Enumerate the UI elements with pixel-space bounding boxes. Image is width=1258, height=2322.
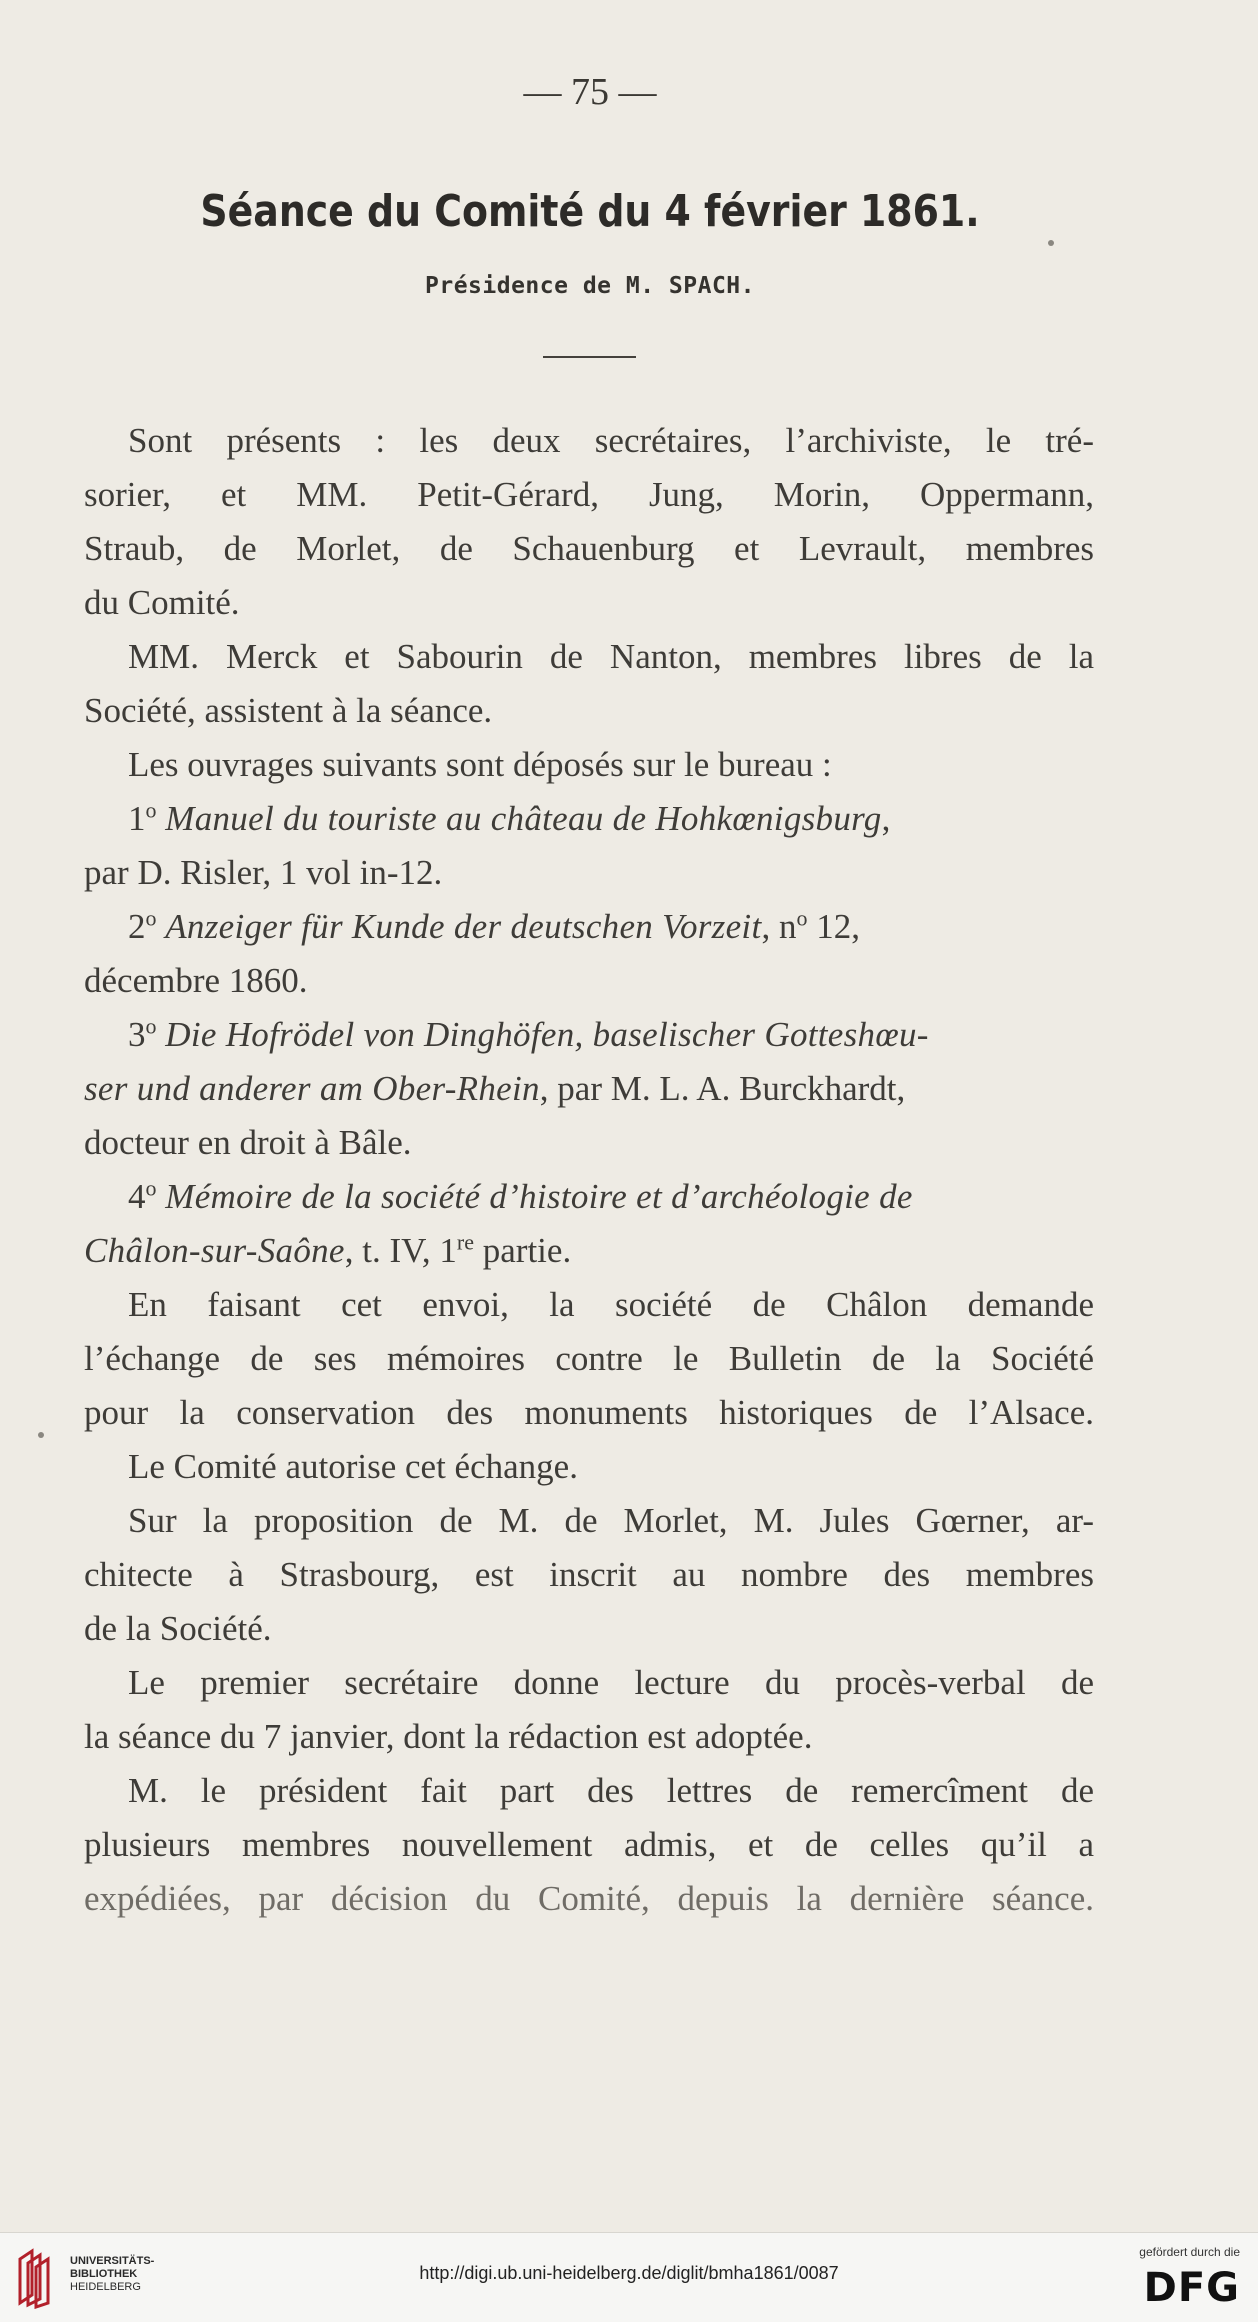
text-line: l’échange de ses mémoires contre le Bulletin de la Société (84, 1339, 1094, 1378)
text-line: Sur la proposition de M. de Morlet, M. Jules Gœrner, ar- (128, 1501, 1094, 1540)
funding-label: gefördert durch die (1139, 2245, 1240, 2259)
text-line: expédiées, par décision du Comité, depuis la dernière séance. (84, 1879, 1094, 1918)
number-suffix: o (796, 905, 808, 931)
text-line: M. le président fait part des lettres de remercîment de (128, 1771, 1094, 1810)
text-line: Sont présents : les deux secrétaires, l’archiviste, le tré- (128, 421, 1094, 460)
text-line: chitecte à Strasbourg, est inscrit au nombre des membres (84, 1555, 1094, 1594)
item-number-suffix: o (145, 1013, 157, 1039)
text-line (84, 1062, 1094, 1116)
text-line (84, 1008, 1094, 1062)
text-line: Le Comité autorise cet échange. (128, 1447, 578, 1486)
part-suffix: re (456, 1229, 475, 1255)
text-line: Les ouvrages suivants sont déposés sur le bureau : (128, 745, 832, 784)
text-line: Société, assistent à la séance. (84, 691, 493, 730)
part-text: partie. (474, 1231, 572, 1270)
text-line: par D. Risler, 1 vol in-12. (84, 853, 443, 892)
permalink-url[interactable]: http://digi.ub.uni-heidelberg.de/diglit/bmha1861/0087 (419, 2263, 839, 2283)
speck-mark (1048, 240, 1054, 246)
text-line: docteur en droit à Bâle. (84, 1123, 412, 1162)
library-name-line: UNIVERSITÄTS- (70, 2255, 155, 2267)
work-title: Anzeiger für Kunde der deutschen Vorzeit (165, 907, 762, 946)
text-line: Le premier secrétaire donne lecture du procès-verbal de (128, 1663, 1094, 1702)
viewer-footer (0, 2232, 1258, 2322)
text-line: En faisant cet envoi, la société de Châlon demande (128, 1285, 1094, 1324)
text-line: Straub, de Morlet, de Schauenburg et Levrault, membres (84, 529, 1094, 568)
library-name-line: BIBLIOTHEK (70, 2268, 138, 2280)
text-line: de la Société. (84, 1609, 272, 1648)
text-line: pour la conservation des monuments historiques de l’Alsace. (84, 1393, 1094, 1432)
text-line (84, 900, 1094, 954)
text-line (84, 1170, 1094, 1224)
item-number: 1 (128, 799, 146, 838)
text-line (84, 1224, 1094, 1278)
work-title-continued: Châlon-sur-Saône (84, 1231, 345, 1270)
text-line: la séance du 7 janvier, dont la rédaction est adoptée. (84, 1717, 813, 1756)
work-title-continued: ser und anderer am Ober-Rhein (84, 1069, 540, 1108)
dfg-logo: DFG (1143, 2265, 1240, 2311)
item-number: 3 (128, 1015, 146, 1054)
library-name-line: HEIDELBERG (70, 2281, 141, 2293)
work-title: Manuel du touriste au château de Hohkœnigsburg (165, 799, 882, 838)
work-title: Mémoire de la société d’histoire et d’archéologie de (165, 1177, 913, 1216)
speck-mark (38, 1432, 44, 1438)
text-line (84, 792, 1094, 846)
issue-number: 12, (807, 907, 860, 946)
text-line: sorier, et MM. Petit-Gérard, Jung, Morin, Oppermann, (84, 475, 1094, 514)
author-text: , par M. L. A. Burckhardt, (539, 1069, 906, 1108)
item-number-suffix: o (145, 905, 157, 931)
item-number: 4 (128, 1177, 146, 1216)
title-divider (543, 356, 636, 358)
page-subtitle: Présidence de M. SPACH. (425, 273, 755, 299)
text-line: plusieurs membres nouvellement admis, et de celles qu’il a (84, 1825, 1094, 1864)
text-line: du Comité. (84, 583, 240, 622)
punctuation: , (881, 799, 891, 838)
item-number-suffix: o (145, 797, 157, 823)
item-number: 2 (128, 907, 146, 946)
item-number-suffix: o (145, 1175, 157, 1201)
text-line: décembre 1860. (84, 961, 308, 1000)
issue-text: , n (761, 907, 797, 946)
text-line: MM. Merck et Sabourin de Nanton, membres libres de la (128, 637, 1094, 676)
volume-text: , t. IV, 1 (344, 1231, 457, 1270)
work-title: Die Hofrödel von Dinghöfen, baselischer Gotteshœu- (165, 1015, 929, 1054)
page-title: Séance du Comité du 4 février 1861. (200, 186, 980, 237)
body-text (84, 414, 1094, 1926)
page-number: — 75 — (523, 71, 657, 113)
